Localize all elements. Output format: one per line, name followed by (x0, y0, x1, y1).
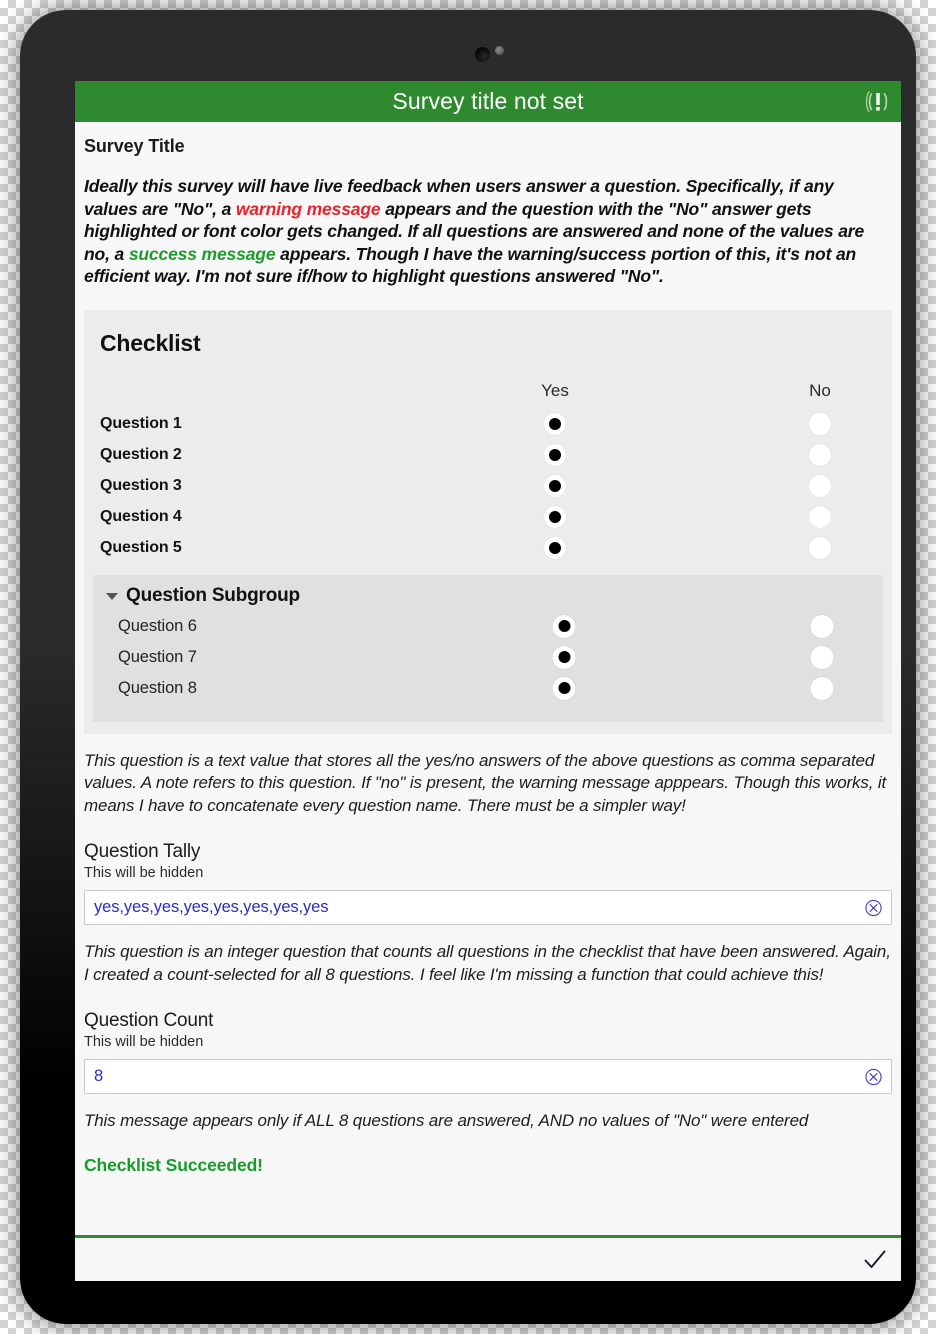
radio-selected-dot (549, 480, 561, 492)
question-count-label: Question Count (84, 1010, 214, 1031)
radio-yes[interactable] (544, 506, 566, 528)
question-label: Question 7 (118, 647, 197, 666)
radio-selected-dot (549, 418, 561, 430)
question-row (84, 411, 892, 442)
clear-circle-x-icon[interactable] (865, 1068, 882, 1085)
radio-selected-dot (549, 511, 561, 523)
clear-circle-x-icon[interactable] (865, 899, 882, 916)
checklist-panel (84, 310, 892, 734)
question-row (84, 504, 892, 535)
form-footer (75, 1235, 901, 1281)
radio-no[interactable] (811, 615, 834, 638)
success-message-highlight: success message (128, 243, 276, 264)
radio-yes[interactable] (544, 475, 566, 497)
radio-selected-dot (558, 682, 570, 694)
radio-no[interactable] (809, 537, 831, 559)
question-row (93, 613, 883, 644)
checkmark-icon[interactable] (862, 1247, 888, 1273)
radio-yes[interactable] (544, 444, 566, 466)
question-tally-value: yes,yes,yes,yes,yes,yes,yes,yes (94, 898, 329, 916)
radio-selected-dot (549, 449, 561, 461)
warning-message-highlight: warning message (235, 198, 381, 219)
success-note: This message appears only if ALL 8 questions are answered, AND no values of "No" were entered (84, 1111, 809, 1130)
ambient-light-sensor-icon (495, 46, 504, 55)
column-header-no: No (809, 380, 831, 400)
survey-intro-note (75, 157, 901, 288)
status-badge-success: Checklist Succeeded! (84, 1154, 263, 1175)
radio-yes[interactable] (553, 615, 576, 638)
radio-yes[interactable] (553, 677, 576, 700)
question-count-value: 8 (94, 1067, 104, 1085)
question-label: Question 2 (100, 445, 182, 463)
question-label: Question 8 (118, 678, 197, 697)
subgroup-title: Question Subgroup (126, 584, 300, 606)
radio-selected-dot (558, 651, 570, 663)
question-count-field-block (75, 1010, 901, 1094)
checklist-spacer (84, 722, 892, 734)
survey-content (75, 122, 901, 1281)
checklist-heading: Checklist (100, 329, 201, 356)
radio-yes[interactable] (544, 537, 566, 559)
question-label: Question 1 (100, 414, 182, 432)
app-bar (75, 81, 901, 122)
question-tally-hint: This will be hidden (84, 865, 204, 881)
app-bar-title: Survey title not set (392, 88, 584, 114)
question-label: Question 5 (100, 538, 182, 556)
app-screen (75, 81, 901, 1281)
intro-part-3: appears. Though I have the warning/success portion of this, it's not an efficient way. I'm not sure if/how to highlight questions answered "No". (84, 243, 857, 286)
question-label: Question 6 (118, 616, 197, 635)
checklist-column-headers (84, 377, 892, 411)
count-note: This question is an integer question that counts all questions in the checklist that have been answered. Again, I created a count-selected for all 8 questions. I feel like I'm missing a function that could achieve this! (84, 942, 891, 984)
radio-no[interactable] (809, 444, 831, 466)
front-camera-icon (475, 47, 490, 62)
subgroup-spacer (93, 706, 883, 708)
radio-selected-dot (558, 620, 570, 632)
radio-selected-dot (549, 542, 561, 554)
tally-note: This question is a text value that stores all the yes/no answers of the above questions as comma separated values. A note refers to this question. If "no" is present, the warning message apppears. Though this works, it means I have to concatenate every question name. There must be a simpler way! (84, 750, 887, 815)
checklist-question-list (84, 411, 892, 566)
survey-title: Survey Title (84, 136, 185, 156)
radio-yes[interactable] (544, 413, 566, 435)
subgroup-header[interactable] (93, 581, 883, 613)
intro-part-1: Ideally this survey will have live feedback when users answer a question. Specifically, if any values are "No", a (84, 176, 834, 219)
radio-no[interactable] (811, 677, 834, 700)
subgroup-question-list (93, 613, 883, 706)
question-count-hint: This will be hidden (84, 1034, 204, 1050)
alert-exclamation-icon[interactable] (863, 87, 893, 117)
question-label: Question 3 (100, 476, 182, 494)
question-row (93, 644, 883, 675)
radio-no[interactable] (809, 506, 831, 528)
question-tally-field-block (75, 841, 901, 925)
question-row (84, 535, 892, 566)
intro-part-2: appears and the question with the "No" answer gets highlighted or font color gets changed. If all questions are answered and none of the values are no, a (84, 198, 865, 264)
question-count-input[interactable] (84, 1059, 892, 1094)
question-subgroup (93, 575, 883, 722)
question-row (84, 442, 892, 473)
radio-no[interactable] (811, 646, 834, 669)
question-row (93, 675, 883, 706)
radio-no[interactable] (809, 475, 831, 497)
question-tally-input[interactable] (84, 890, 892, 925)
radio-no[interactable] (809, 413, 831, 435)
tablet-device-frame (20, 10, 916, 1324)
question-row (84, 473, 892, 504)
radio-yes[interactable] (553, 646, 576, 669)
question-tally-label: Question Tally (84, 841, 201, 862)
column-header-yes: Yes (541, 380, 569, 400)
question-label: Question 4 (100, 507, 182, 525)
caret-down-icon[interactable] (106, 593, 118, 600)
